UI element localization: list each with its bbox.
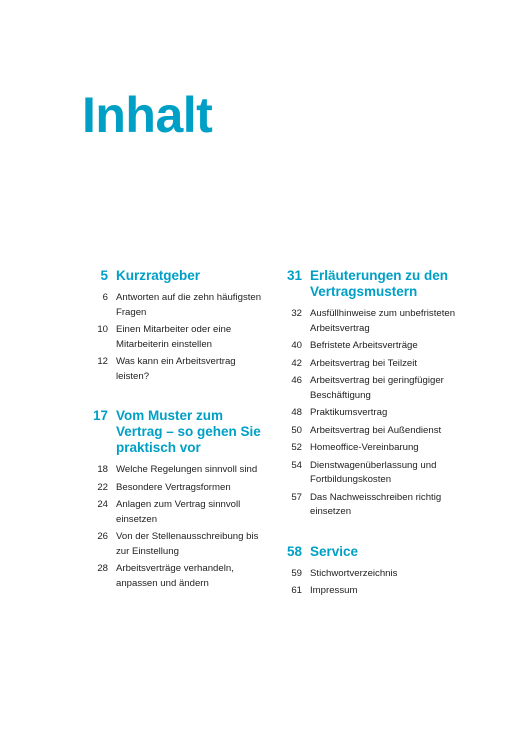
entry-title: Was kann ein Arbeitsvertrag leisten? — [116, 356, 236, 382]
entry-title: Welche Regelungen sinnvoll sind — [116, 464, 258, 475]
toc-entry[interactable] — [88, 463, 268, 478]
entry-page-number: 40 — [291, 340, 302, 351]
entry-page-number: 22 — [97, 481, 108, 493]
entry-title: Das Nachweisschreiben richtig einsetzen — [310, 491, 442, 517]
entry-page-number: 26 — [97, 531, 108, 542]
toc-entry[interactable] — [282, 357, 472, 372]
toc-entry[interactable] — [88, 291, 268, 320]
section-page-number: 17 — [92, 408, 108, 423]
toc-entry[interactable] — [282, 406, 472, 421]
entry-page-number: 57 — [291, 491, 302, 503]
toc-entry[interactable] — [282, 567, 472, 582]
toc-entry[interactable] — [282, 584, 472, 599]
entry-title: Arbeitsvertrag bei Teilzeit — [310, 357, 418, 369]
entry-title: Arbeitsvertrag bei geringfügiger Beschäftigung — [310, 375, 444, 401]
toc-section — [88, 268, 268, 384]
entry-page-number: 48 — [291, 407, 302, 418]
entry-title: Stichwortverzeichnis — [310, 567, 398, 579]
entry-page-number: 52 — [291, 442, 302, 453]
entry-title: Dienstwagenüberlassung und Fortbildungskosten — [310, 459, 437, 485]
section-heading[interactable] — [88, 268, 268, 284]
page-title: Inhalt — [82, 87, 213, 143]
toc-column-right — [282, 268, 472, 623]
entry-page-number: 59 — [291, 567, 302, 579]
toc-section — [282, 544, 472, 599]
toc-column-left — [88, 268, 268, 615]
entry-page-number: 46 — [291, 375, 302, 386]
entry-page-number: 42 — [291, 357, 302, 369]
toc-entry[interactable] — [282, 441, 472, 456]
toc-entry[interactable] — [88, 530, 268, 559]
entry-title: Impressum — [310, 585, 358, 596]
section-title: Kurzratgeber — [116, 268, 201, 283]
toc-entry[interactable] — [282, 459, 472, 488]
section-page-number: 58 — [286, 543, 302, 559]
toc-entry[interactable] — [88, 481, 268, 496]
entry-title: Homeoffice-Vereinbarung — [310, 442, 419, 453]
toc-entry[interactable] — [88, 562, 268, 591]
entry-title: Praktikumsvertrag — [310, 407, 388, 418]
entry-page-number: 6 — [102, 292, 108, 303]
entry-page-number: 10 — [97, 324, 108, 335]
entry-title: Von der Stellenausschreibung bis zur Einstellung — [116, 531, 259, 557]
toc-entry[interactable] — [282, 307, 472, 336]
entry-title: Arbeitsverträge verhandeln, anpassen und ändern — [116, 563, 234, 589]
toc-section — [282, 268, 472, 520]
section-title: Erläuterungen zu den Vertragsmustern — [310, 268, 449, 299]
entry-page-number: 28 — [97, 563, 108, 574]
toc-entry[interactable] — [88, 498, 268, 527]
entry-page-number: 24 — [97, 499, 108, 510]
entry-title: Besondere Vertragsformen — [116, 481, 231, 493]
entry-title: Arbeitsvertrag bei Außendienst — [310, 424, 442, 436]
section-page-number: 5 — [100, 268, 108, 283]
entry-title: Befristete Arbeitsverträge — [310, 340, 418, 351]
toc-entry[interactable] — [282, 491, 472, 520]
toc-entry[interactable] — [282, 424, 472, 439]
toc-entry[interactable] — [282, 374, 472, 403]
section-page-number: 31 — [286, 268, 302, 283]
entry-page-number: 61 — [291, 585, 302, 596]
section-title: Service — [310, 543, 359, 559]
section-heading[interactable] — [88, 408, 268, 456]
toc-entry[interactable] — [88, 323, 268, 352]
entry-page-number: 50 — [291, 424, 302, 436]
entry-page-number: 12 — [97, 356, 108, 367]
entry-title: Anlagen zum Vertrag sinnvoll einsetzen — [116, 499, 241, 525]
entry-title: Ausfüllhinweise zum unbefristeten Arbeitsvertrag — [310, 308, 456, 334]
entry-title: Einen Mitarbeiter oder eine Mitarbeiterin einstellen — [116, 324, 232, 350]
toc-entry[interactable] — [88, 355, 268, 384]
entry-title: Antworten auf die zehn häufigsten Fragen — [116, 292, 262, 318]
entry-page-number: 18 — [97, 464, 108, 475]
section-heading[interactable] — [282, 268, 472, 300]
section-heading[interactable] — [282, 544, 472, 560]
toc-entry[interactable] — [282, 339, 472, 354]
entry-page-number: 54 — [291, 459, 302, 471]
section-title: Vom Muster zum Vertrag – so gehen Sie praktisch vor — [116, 408, 261, 455]
entry-page-number: 32 — [291, 308, 302, 319]
toc-section — [88, 408, 268, 591]
